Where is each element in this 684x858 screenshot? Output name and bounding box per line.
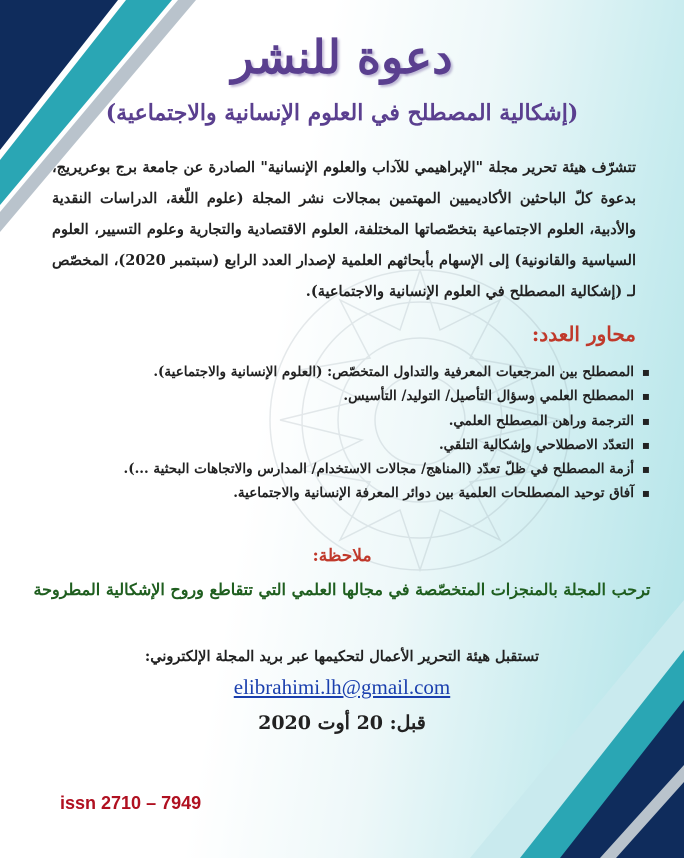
axis-text: أزمة المصطلح في ظلّ تعدّد (المناهج/ مجالات الاستخدام/ المدارس والاتجاهات البحثية ...). — [123, 461, 634, 478]
axis-text: التعدّد الاصطلاحي وإشكالية التلقي. — [438, 436, 634, 453]
issn-number: issn 2710 – 7949 — [60, 793, 202, 813]
bullet-icon: ▪ — [641, 437, 650, 452]
page-title: دعوة للنشر — [231, 30, 453, 84]
list-item — [50, 457, 650, 481]
note-text: ترحب المجلة بالمنجزات المتخصّصة في مجالها العلمي التي تتقاطع وروح الإشكالية المطروحة — [33, 580, 651, 599]
bullet-icon: ▪ — [641, 413, 650, 428]
list-item — [50, 384, 650, 408]
bullet-icon: ▪ — [641, 462, 650, 477]
list-item — [50, 433, 650, 457]
axes-list — [50, 360, 650, 506]
axis-text: آفاق توحيد المصطلحات العلمية بين دوائر المعرفة الإنسانية والاجتماعية. — [233, 485, 634, 502]
deadline-text: قبل: 20 أوت 2020 — [258, 712, 426, 734]
email-link[interactable]: elibrahimi.lh@gmail.com — [233, 675, 451, 699]
list-item — [50, 360, 650, 384]
axis-text: المصطلح بين المرجعيات المعرفية والتداول المتخصّص: (العلوم الإنسانية والاجتماعية). — [153, 364, 634, 380]
bullet-icon: ▪ — [641, 486, 650, 501]
axis-text: المصطلح العلمي وسؤال التأصيل/ التوليد/ التأسيس. — [343, 388, 634, 405]
axis-text: الترجمة وراهن المصطلح العلمي. — [448, 412, 634, 429]
bullet-icon: ▪ — [641, 389, 650, 404]
page-subtitle: (إشكالية المصطلح في العلوم الإنسانية والاجتماعية) — [105, 100, 579, 126]
submission-intro: تستقبل هيئة التحرير الأعمال لتحكيمها عبر بريد المجلة الإلكتروني: — [144, 648, 540, 665]
list-item — [50, 481, 650, 505]
axes-heading: محاور العدد: — [531, 322, 636, 346]
bullet-icon: ▪ — [641, 365, 650, 379]
list-item — [50, 409, 650, 433]
intro-paragraph: تتشرّف هيئة تحرير مجلة "الإبراهيمي للآداب والعلوم الإنسانية" الصادرة عن جامعة برج بوعريريج، بدعوة كلّ الباحثين الأكاديميين المهتمين بمجالات نشر المجلة (علوم اللّغة، الدراسات النقدية والأدبية، العلوم الاجتماعية بتخصّصاتها المختلفة، العلوم الاقتصادية والتجارية وعلوم التسيير، العلوم السياسية والقانونية) إلى الإسهام بأبحاثهم العلمية لإصدار العدد الرابع (سبتمبر 2020)، المخصّص لـ (إشكالية المصطلح في العلوم الإنسانية والاجتماعية). — [52, 159, 636, 300]
note-heading: ملاحظة: — [312, 546, 372, 566]
